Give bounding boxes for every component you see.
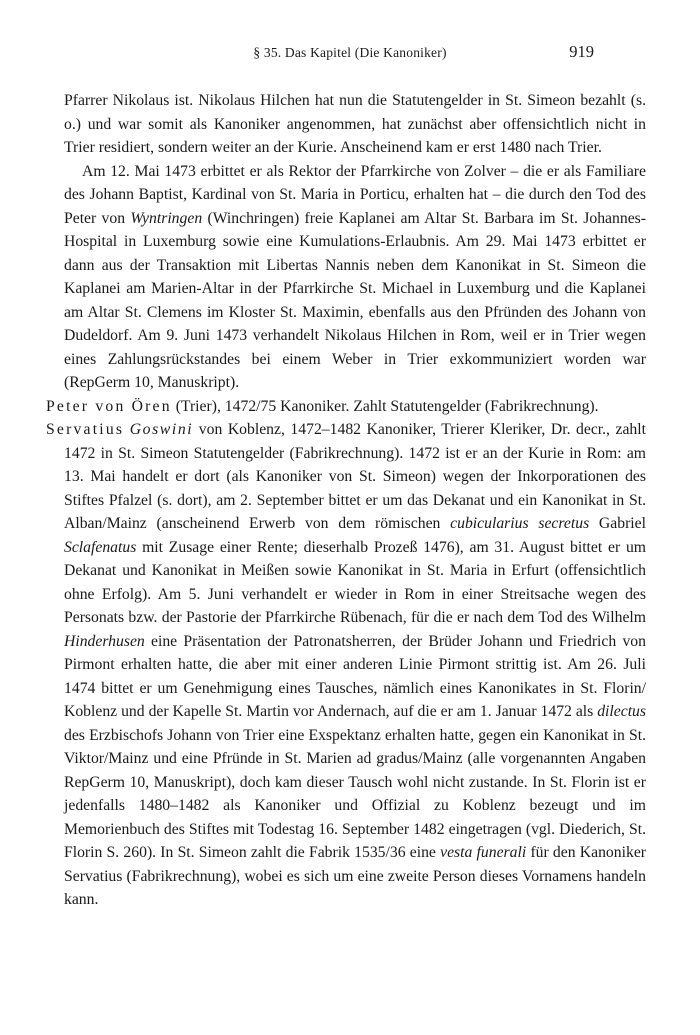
entry-text: für den Kanoniker Servatius (Fabrikrechnung), wobei es sich um eine zweite Person dieses Vornamens handeln kann. [64,844,647,908]
entry-text: eine Präsentation der Patronatsherren, der Brüder Johann und Friedrich von Pirmont erhalten hatte, die aber mit einer anderen Linie Pirmont strittig ist. Am 26. Juli 1474 bittet er um Genehmigung eines Tausches, nämlich eines Kanonikates in St. Florin/ Koblenz und der Kapelle St. Martin vor Andernach, auf die er am 1. Januar 1472 als [64,632,646,720]
running-header [0,40,700,64]
running-title: § 35. Das Kapitel (Die Kanoniker) [253,45,447,60]
italic-name: Wyntringen [130,209,203,227]
paragraph-text: Am 12. Mai 1473 erbittet er als Rektor der Pfarrkirche von Zolver – die er als Familiare des Johann Baptist, Kardinal von St. Maria in Porticu, erhalten hat – die durch den Tod des Peter von [64,162,646,227]
entry-peter-von-oeren [46,395,646,419]
paragraph-text: (Winchringen) freie Kaplanei am Altar St. Barbara im St. Johannes-Hospital in Luxemburg sowie eine Kumulations-Erlaubnis. Am 29. Mai 1473 erbittet er dann aus der Transaktion mit Libertas Nannis neben dem Kanonikat in St. Simeon die Kaplanei am Marien-Altar in der Pfarrkirche St. Michael in Luxemburg und die Kaplanei am Altar St. Clemens im Kloster St. Maximin, ebenfalls aus den Pfründen des Johann von Dudeldorf. Am 9. Juni 1473 verhandelt Nikolaus Hilchen in Rom, weil er in Trier wegen eines Zahlungsrückstandes bei einem Weber in Trier exkommuniziert worden war (RepGerm 10, Manuskript). [64,209,646,391]
paragraph-text: Pfarrer Nikolaus ist. Nikolaus Hilchen hat nun die Statutengelder in St. Simeon bezahlt (s. o.) und war somit als Kanoniker angenommen, hat zunächst aber offensichtlich nicht in Trier residiert, sondern weiter an der Kurie. Anscheinend kam er erst 1480 nach Trier. [64,92,646,156]
entry-name: Peter von Ören [46,397,172,415]
entry-text: von Koblenz, 1472–1482 Kanoniker, Trierer Kleriker, Dr. decr., zahlt 1472 in St. Simeon Statutengelder (Fabrikrechnung). 1472 ist er an der Kurie in Rom: am 13. Mai handelt er dort (als Kanoniker von St. Simeon) wegen der Inkorporationen des Stiftes Pfalzel (s. dort), am 2. September bittet er um das Dekanat und ein Kanonikat in St. Alban/Mainz (anscheinend Erwerb von dem römischen [64,421,646,532]
paragraph-hilchen [46,160,646,395]
italic-term: cubicularius secretus [450,515,590,532]
entry-text: mit Zusage einer Rente; dieserhalb Prozeß 1476), am 31. August bittet er um Dekanat und Kanonikat in Meißen sowie Kanonikat in St. Maria in Erfurt (offensichtlich ohne Erfolg). Am 5. Juni verhandelt er wieder in Rom in einer Streitsache wegen des Personats bzw. der Pastorie der Pfarrkirche Rübenach, für die er nach dem Tod des Wilhelm [64,538,646,626]
entry-text: Gabriel [589,515,646,532]
entry-name: Servatius [46,421,125,438]
italic-term: vesta funerali [440,844,527,861]
entry-text: des Erzbischofs Johann von Trier eine Exspektanz erhalten hatte, gegen ein Kanonikat in St. Viktor/Mainz und eine Pfründe in St. Marien ad gradus/Mainz (alle vorgenannten Angaben RepGerm 10, Manuskript), doch kam dieser Tausch wohl nicht zustande. In St. Florin ist er jedenfalls 1480–1482 als Kanoniker und Offizial zu Koblenz bezeugt und im Memorienbuch des Stiftes mit Todestag 16. September 1482 eingetragen (vgl. Diederich, St. Florin S. 260). In St. Simeon zahlt die Fabrik 1535/36 eine [64,726,646,861]
body-text [46,89,646,912]
entry-servatius-goswini [46,418,646,912]
page-number: 919 [569,42,594,61]
italic-term: dilectus [597,703,646,720]
italic-name: Hinderhusen [64,632,145,650]
entry-surname: Goswini [129,421,194,438]
entry-text: (Trier), 1472/75 Kanoniker. Zahlt Statutengelder (Fabrikrechnung). [171,397,599,415]
italic-name: Sclafenatus [64,538,137,556]
paragraph-continuation [46,89,646,160]
